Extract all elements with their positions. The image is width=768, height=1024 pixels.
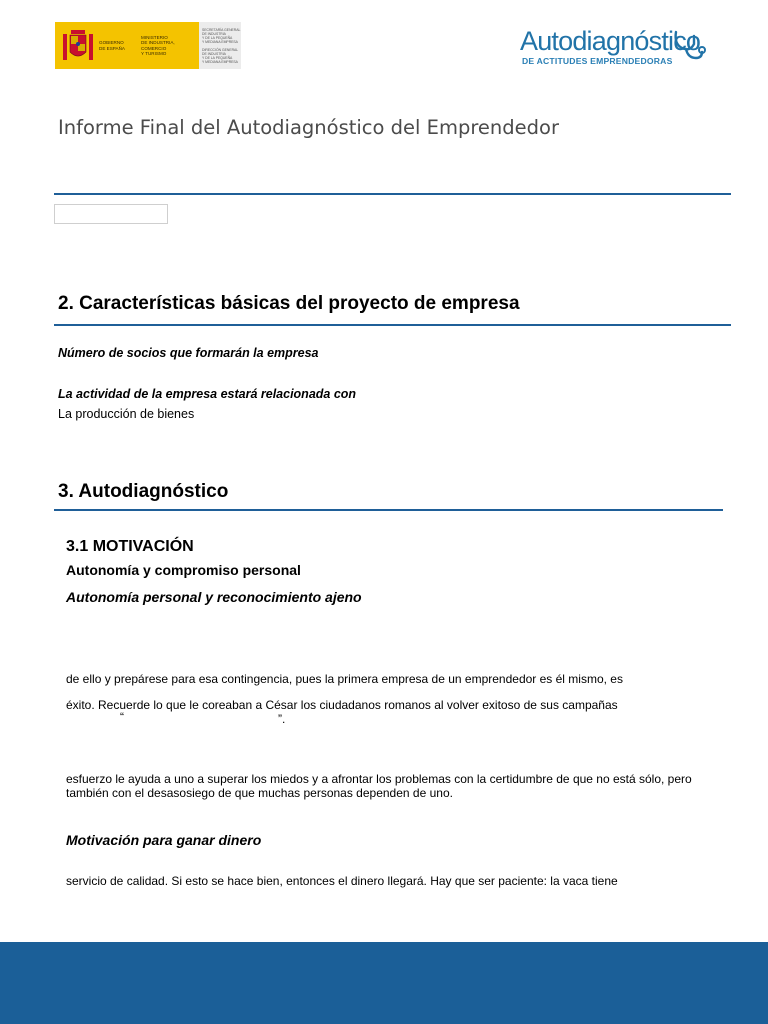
money-item-title: Motivación para ganar dinero — [66, 832, 262, 848]
government-logo-yellow-panel — [55, 22, 199, 69]
title-divider — [54, 193, 731, 195]
report-title: Informe Final del Autodiagnóstico del Emprendedor — [58, 116, 559, 139]
section-3-divider — [54, 509, 723, 511]
government-logo — [55, 22, 241, 69]
gov-line2: DE ESPAÑA — [99, 45, 125, 51]
secretaria-line: DE INDUSTRIA — [202, 31, 226, 36]
motivation-heading: 3.1 MOTIVACIÓN — [66, 538, 194, 555]
activity-value: La producción de bienes — [58, 407, 195, 421]
paragraph-3: esfuerzo le ayuda a uno a superar los miedos y a afrontar los problemas con la certidumbre de que no está sólo, pero también con el desasosiego de que muchas personas dependen de uno. — [66, 772, 692, 800]
autonomy-group-title: Autonomía y compromiso personal — [66, 562, 301, 578]
government-logo-grey-panel — [199, 22, 241, 69]
section-2-heading: 2. Características básicas del proyecto de empresa — [58, 293, 520, 314]
footer-bar — [0, 942, 768, 1024]
report-input-field[interactable] — [54, 204, 168, 224]
quote-open: “ — [120, 710, 124, 724]
activity-label: La actividad de la empresa estará relacionada con — [58, 387, 357, 401]
ministry-line: MINISTERIO — [141, 34, 168, 40]
secretaria-line: SECRETARÍA GENERAL — [202, 27, 241, 32]
direccion-line: Y MEDIANA EMPRESA — [202, 59, 238, 64]
gov-line1: GOBIERNO — [99, 40, 124, 46]
secretaria-line: Y MEDIANA EMPRESA — [202, 39, 238, 44]
direccion-line: DE INDUSTRIA — [202, 51, 226, 56]
partners-count-label: Número de socios que formarán la empresa — [58, 346, 319, 360]
paragraph-1: de ello y prepárese para esa contingencia, pues la primera empresa de un emprendedor es él mismo, es — [66, 672, 623, 686]
ministry-line: Y TURISMO — [141, 50, 167, 56]
direccion-line: Y DE LA PEQUEÑA — [202, 55, 233, 60]
brand-tagline: DE ACTITUDES EMPRENDEDORAS — [522, 56, 673, 66]
quote-close: ”. — [278, 712, 286, 726]
secretaria-line: Y DE LA PEQUEÑA — [202, 35, 233, 40]
section-2-divider — [54, 324, 731, 326]
coat-of-arms-icon — [61, 26, 95, 66]
direccion-line: DIRECCIÓN GENERAL — [202, 47, 239, 52]
paragraph-4: servicio de calidad. Si esto se hace bien, entonces el dinero llegará. Hay que ser paciente: la vaca tiene — [66, 874, 618, 888]
government-name — [99, 40, 137, 51]
autonomy-item-title: Autonomía personal y reconocimiento ajeno — [66, 589, 362, 605]
brand-name: Autodiagnóstico — [520, 26, 701, 56]
paragraph-2: éxito. Recuerde lo que le coreaban a César los ciudadanos romanos al volver exitoso de sus campañas — [66, 698, 618, 712]
ministry-line: DE INDUSTRIA, COMERCIO — [141, 40, 175, 51]
section-3-heading: 3. Autodiagnóstico — [58, 481, 229, 502]
ministry-name — [141, 35, 199, 57]
stethoscope-icon — [672, 30, 706, 62]
